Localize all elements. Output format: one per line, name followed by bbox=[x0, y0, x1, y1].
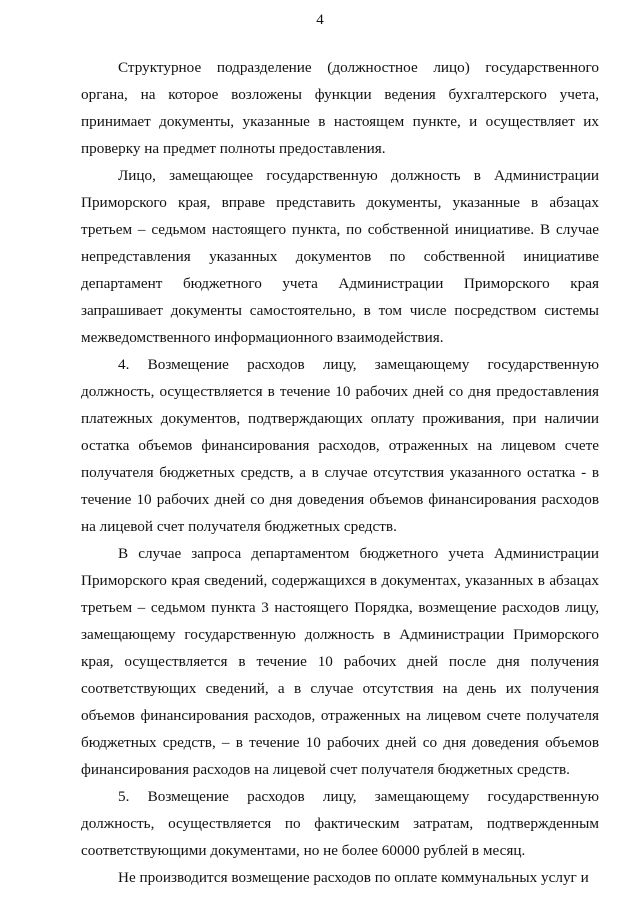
document-body bbox=[81, 54, 599, 891]
page-number: 4 bbox=[316, 12, 324, 28]
paragraph-item-5: 5. Возмещение расходов лицу, замещающему государственную должность, осуществляется по фактическим затратам, подтвержденным соответствующими документами, но не более 60000 рублей в месяц. bbox=[81, 788, 599, 859]
paragraph-utilities: Не производится возмещение расходов по оплате коммунальных услуг и bbox=[118, 869, 589, 886]
paragraph-own-initiative: Лицо, замещающее государственную должность в Администрации Приморского края, вправе представить документы, указанные в абзацах третьем – седьмом настоящего пункта, по собственной инициативе. В случае непредставления указанных документов по собственной инициативе департамент бюджетного учета Администрации Приморского края запрашивает документы самостоятельно, в том числе посредством системы межведомственного информационного взаимодействия. bbox=[81, 167, 599, 346]
paragraph-request-case: В случае запроса департаментом бюджетного учета Администрации Приморского края сведений, содержащихся в документах, указанных в абзацах третьем – седьмом пункта 3 настоящего Порядка, возмещение расходов лицу, замещающему государственную должность в Администрации Приморского края, осуществляется в течение 10 рабочих дней после дня получения соответствующих сведений, а в случае отсутствия на день их получения объемов финансирования расходов, отраженных на лицевом счете получателя бюджетных средств, – в течение 10 рабочих дней со дня доведения объемов финансирования расходов на лицевой счет получателя бюджетных средств. bbox=[81, 545, 599, 778]
paragraph-accounting-unit: Структурное подразделение (должностное лицо) государственного органа, на которое возложены функции ведения бухгалтерского учета, принимает документы, указанные в настоящем пункте, и осуществляет их проверку на предмет полноты предоставления. bbox=[81, 59, 599, 157]
paragraph-item-4: 4. Возмещение расходов лицу, замещающему государственную должность, осуществляется в течение 10 рабочих дней со дня предоставления платежных документов, подтверждающих оплату проживания, при наличии остатка объемов финансирования расходов, отраженных на лицевом счете получателя бюджетных средств, а в случае отсутствия указанного остатка - в течение 10 рабочих дней со дня доведения объемов финансирования расходов на лицевой счет получателя бюджетных средств. bbox=[81, 356, 599, 535]
